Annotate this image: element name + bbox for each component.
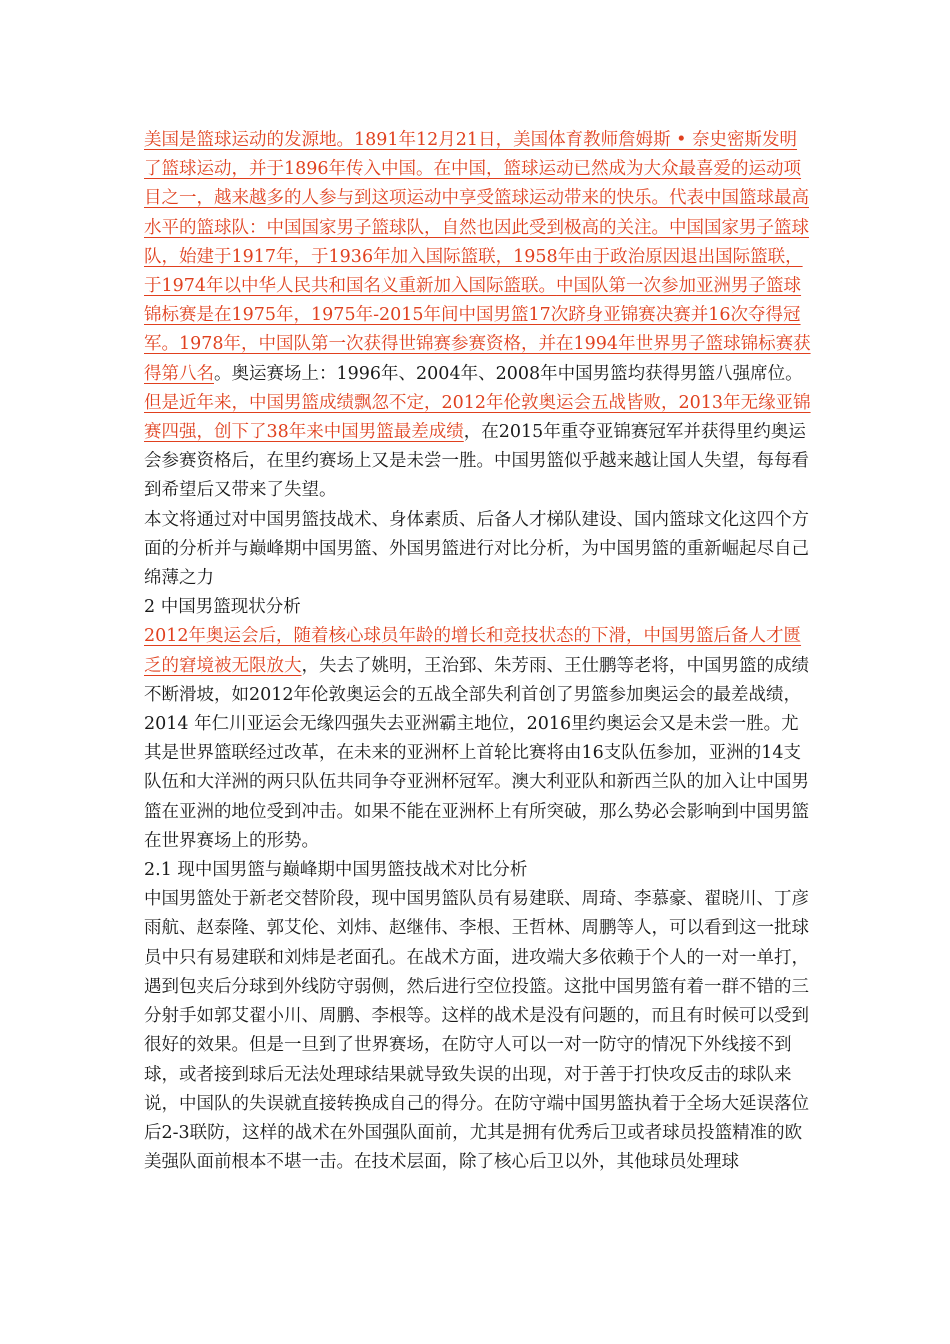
- plain-sentence: ，失去了姚明，王治郅、朱芳雨、王仕鹏等老将，中国男篮的成绩不断滑坡，如2012年伦敦奥运会的五战全部失利首创了男篮参加奥运会的最差战绩，2014 年仁川亚运会无缘四强失去亚洲霸主地位，2016里约奥运会又是未尝一胜。尤其是世界篮联经过改革，在未来的亚洲杯上首轮比赛将由16支队伍参加，亚洲的14支队伍和大洋洲的两只队伍共同争夺亚洲杯冠军。澳大利亚队和新西兰队的加入让中国男篮在亚洲的地位受到冲击。如果不能在亚洲杯上有所突破，那么势必会影响到中国男篮在世界赛场上的形势。: [144, 655, 809, 851]
- highlight-sentence: 1978年，中国队第一次获得世锦赛参赛资格，并在1994年世界男子篮球锦标赛获得第八名: [144, 334, 811, 384]
- highlight-sentence: 2012年奥运会后，随着核心球员年龄的增长和竞技状态的下滑，中国男篮后备人才匮乏的窘境被无限放大: [144, 626, 802, 676]
- highlight-sentence: 在中国，篮球运动已然成为大众最喜爱的运动项目之一，越来越多的人参与到这项运动中享受篮球运动带来的快乐。: [144, 159, 802, 209]
- plain-sentence: 。奥运赛场上：1996年、2004年、2008年中国男篮均获得男篮八强席位。: [214, 363, 803, 384]
- highlight-sentence: 但是近年来，中国男篮成绩飘忽不定，2012年伦敦奥运会五战皆败，2013年无缘亚锦赛四强，创下了38年来中国男篮最差成绩: [144, 392, 811, 443]
- section-heading-2: 2 中国男篮现状分析: [144, 597, 301, 618]
- highlight-sentence: 中国国家男子篮球队，始建于1917年，于1936年加入国际篮联，1958年由于政治原因退出国际篮联，于1974年以中华人民共和国名义重新加入国际篮联。: [144, 217, 809, 297]
- purpose-paragraph: 本文将通过对中国男篮技战术、身体素质、后备人才梯队建设、国内篮球文化这四个方面的分析并与巅峰期中国男篮、外国男篮进行对比分析，为中国男篮的重新崛起尽自己绵薄之力: [144, 509, 809, 589]
- highlight-sentence: 代表中国篮球最高水平的篮球队：中国国家男子篮球队，自然也因此受到极高的关注。: [144, 188, 809, 238]
- document-body: [144, 126, 812, 1177]
- section-heading-2-1: 2.1 现中国男篮与巅峰期中国男篮技战术对比分析: [144, 860, 528, 881]
- tactics-paragraph: 中国男篮处于新老交替阶段，现中国男篮队员有易建联、周琦、李慕豪、翟晓川、丁彦雨航、赵泰隆、郭艾伦、刘炜、赵继伟、李根、王哲林、周鹏等人，可以看到这一批球员中只有易建联和刘炜是老面孔。在战术方面，进攻端大多依赖于个人的一对一单打，遇到包夹后分球到外线防守弱侧，然后进行空位投篮。这批中国男篮有着一群不错的三分射手如郭艾翟小川、周鹏、李根等。这样的战术是没有问题的，而且有时候可以受到很好的效果。但是一旦到了世界赛场，在防守人可以一对一防守的情况下外线接不到球，或者接到球后无法处理球结果就导致失误的出现，对于善于打快攻反击的球队来说，中国队的失误就直接转换成自己的得分。在防守端中国男篮执着于全场大延误落位后2-3联防，这样的战术在外国强队面前，尤其是拥有优秀后卫或者球员投篮精准的欧美强队面前根本不堪一击。在技术层面，除了核心后卫以外，其他球员处理球: [144, 889, 809, 1173]
- intro-paragraph: [144, 126, 812, 506]
- highlight-sentence: 中国队第一次参加亚洲男子篮球锦标赛是在1975年，1975年-2015年间中国男篮17次跻身亚锦赛决赛并16次夺得冠军。: [144, 276, 802, 355]
- status-paragraph: [144, 622, 812, 856]
- highlight-sentence: 美国是篮球运动的发源地。1891年12月21日，美国体育教师詹姆斯 • 奈史密斯发明了篮球运动，并于1896年传入中国。: [144, 130, 798, 180]
- plain-sentence: ，在2015年重夺亚锦赛冠军并获得里约奥运会参赛资格后，在里约赛场上又是未尝一胜。中国男篮似乎越来越让国人失望，每每看到希望后又带来了失望。: [144, 422, 809, 501]
